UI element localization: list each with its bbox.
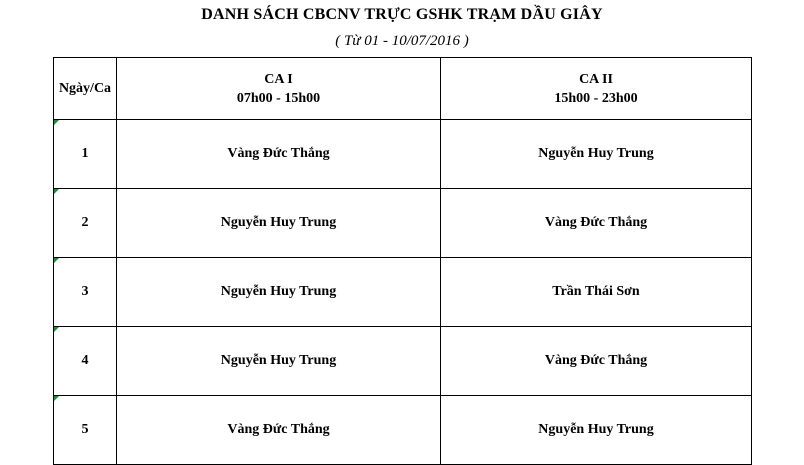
corner-label: Ngày/Ca [58, 81, 112, 96]
page-title: DANH SÁCH CBCNV TRỰC GSHK TRẠM DẦU GIÂY [201, 6, 603, 23]
day-cell[interactable] [54, 189, 117, 258]
comment-marker-icon[interactable] [54, 189, 59, 194]
shift-2-header-cell[interactable] [441, 58, 752, 120]
staff-name: Vàng Đức Thắng [227, 146, 330, 161]
shift-2-hours: 15h00 - 23h00 [554, 90, 638, 106]
staff-name: Nguyễn Huy Trung [220, 353, 337, 368]
comment-marker-icon[interactable] [54, 327, 59, 332]
day-number: 4 [81, 353, 89, 368]
day-number: 1 [81, 146, 89, 161]
comment-marker-icon[interactable] [54, 258, 59, 263]
day-number: 2 [81, 215, 89, 230]
staff-name: Vàng Đức Thắng [544, 353, 648, 368]
comment-marker-icon[interactable] [54, 120, 59, 125]
day-cell[interactable] [54, 327, 117, 396]
shift-1-name: CA I [264, 71, 293, 87]
shift-1-hours: 07h00 - 15h00 [236, 90, 321, 106]
staff-name: Nguyễn Huy Trung [220, 215, 337, 230]
table-header-row [54, 58, 752, 120]
day-cell[interactable] [54, 396, 117, 465]
shift-2-staff-cell[interactable] [441, 396, 752, 465]
shift-2-staff-cell[interactable] [441, 189, 752, 258]
table-row [54, 189, 752, 258]
staff-name: Trần Thái Sơn [552, 284, 640, 299]
duty-roster-table [53, 57, 752, 465]
shift-2-staff-cell[interactable] [441, 258, 752, 327]
table-row [54, 120, 752, 189]
shift-1-header-cell[interactable] [117, 58, 441, 120]
table-row [54, 396, 752, 465]
date-range-subtitle: ( Từ 01 - 10/07/2016 ) [335, 33, 469, 49]
day-number: 3 [81, 284, 89, 299]
corner-header-cell[interactable] [54, 58, 117, 120]
staff-name: Nguyễn Huy Trung [220, 284, 337, 299]
comment-marker-icon[interactable] [54, 396, 59, 401]
staff-name: Vàng Đức Thắng [544, 215, 648, 230]
table-row [54, 258, 752, 327]
staff-name: Nguyễn Huy Trung [538, 146, 654, 161]
shift-1-staff-cell[interactable] [117, 258, 441, 327]
shift-1-staff-cell[interactable] [117, 327, 441, 396]
staff-name: Vàng Đức Thắng [227, 422, 330, 437]
table-row [54, 327, 752, 396]
shift-2-staff-cell[interactable] [441, 327, 752, 396]
shift-2-name: CA II [579, 71, 613, 87]
day-cell[interactable] [54, 258, 117, 327]
day-number: 5 [81, 422, 89, 437]
staff-name: Nguyễn Huy Trung [538, 422, 654, 437]
day-cell[interactable] [54, 120, 117, 189]
shift-1-staff-cell[interactable] [117, 120, 441, 189]
shift-1-staff-cell[interactable] [117, 396, 441, 465]
shift-1-staff-cell[interactable] [117, 189, 441, 258]
shift-2-staff-cell[interactable] [441, 120, 752, 189]
